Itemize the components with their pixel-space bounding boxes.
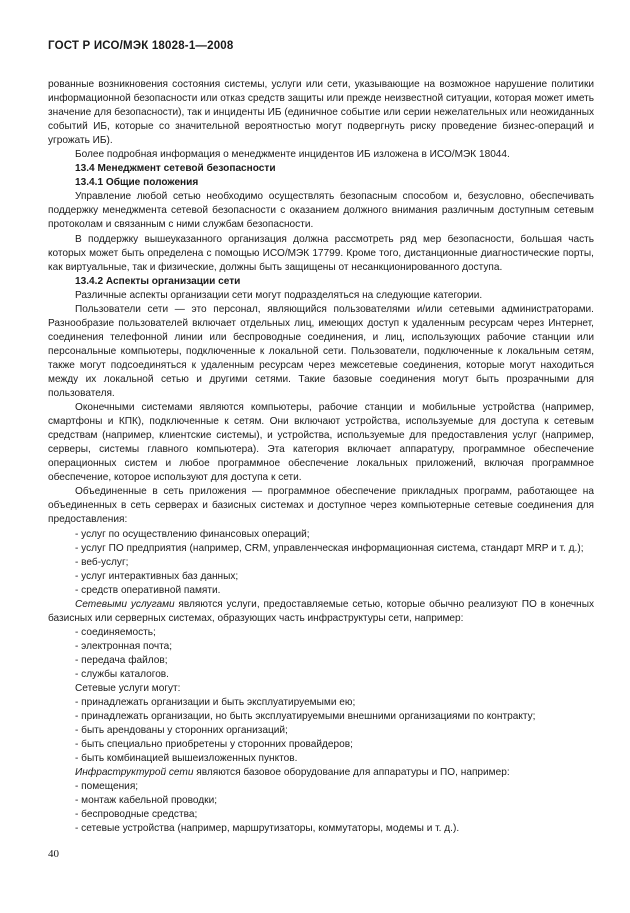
paragraph: Управление любой сетью необходимо осуществлять безопасным способом и, безусловно, обеспечивать поддержку менеджмента сетевой безопасности с оказанием должного внимания различным доступным сетевым протоколам и связанным с ними службам безопасности. [48, 191, 594, 231]
list-item: - средств оперативной памяти. [75, 584, 221, 596]
list-item: - принадлежать организации и быть эксплуатируемыми ею; [75, 697, 356, 709]
list-item: - услуг интерактивных баз данных; [75, 570, 239, 582]
paragraph: Более подробная информация о менеджменте инцидентов ИБ изложена в ИСО/МЭК 18044. [75, 149, 510, 161]
list-item: - услуг по осуществлению финансовых операций; [75, 528, 310, 540]
list-item: - монтаж кабельной проводки; [75, 795, 218, 807]
document-header: ГОСТ Р ИСО/МЭК 18028-1—2008 [48, 40, 234, 52]
emphasis-term: Сетевыми услугами [75, 598, 175, 610]
list-item: - веб-услуг; [75, 556, 129, 568]
section-heading: 13.4 Менеджмент сетевой безопасности [75, 163, 276, 175]
subsection-heading: 13.4.2 Аспекты организации сети [75, 275, 241, 287]
list-item: - быть специально приобретены у сторонних провайдеров; [75, 739, 353, 751]
paragraph-text: являются услуги, предоставляемые сетью, которые обычно реализуют ПО в конечных базисных или серверных системах, образующих часть инфраструктуры сети, например: [48, 598, 595, 624]
emphasis-term: Инфраструктурой сети [75, 767, 194, 779]
paragraph [48, 598, 594, 626]
list-item: - принадлежать организации, но быть эксплуатируемыми внешними организациями по контракту; [75, 711, 536, 723]
paragraph [48, 766, 594, 780]
list-item: - быть комбинацией вышеизложенных пунктов. [75, 753, 298, 765]
list-item: - помещения; [75, 781, 139, 793]
list-item: - услуг ПО предприятия (например, CRM, управленческая информационная система, стандарт MRP и т. д.); [75, 542, 584, 554]
list-item: - быть арендованы у сторонних организаций; [75, 725, 288, 737]
page-body [48, 78, 594, 837]
list-item: - службы каталогов. [75, 668, 169, 680]
paragraph: Объединенные в сеть приложения — программное обеспечение прикладных программ, работающее на объединенных в сеть серверах и базисных системах и доступное через компьютерные сетевые соединения для предоставления: [48, 486, 594, 526]
list-item: - соединяемость; [75, 626, 156, 638]
paragraph: Сетевые услуги могут: [75, 683, 181, 695]
paragraph: Различные аспекты организации сети могут подразделяться на следующие категории. [75, 289, 483, 301]
list-item: - передача файлов; [75, 654, 168, 666]
list-item: - сетевые устройства (например, маршрутизаторы, коммутаторы, модемы и т. д.). [75, 823, 460, 835]
list-item: - беспроводные средства; [75, 809, 198, 821]
paragraph: В поддержку вышеуказанного организация должна рассмотреть ряд мер безопасности, большая часть которых может быть определена с помощью ИСО/МЭК 17799. Кроме того, дистанционные диагностические порты, как виртуальные, так и физические, должны быть защищены от несанкционированного доступа. [48, 233, 594, 273]
list-item: - электронная почта; [75, 640, 173, 652]
paragraph-text: являются базовое оборудование для аппаратуры и ПО, например: [193, 767, 510, 779]
paragraph: Пользователи сети — это персонал, являющийся пользователями и/или сетевыми администраторами. Разнообразие пользователей включает отдельных лиц, имеющих доступ к удаленным ресурсам через Интернет, соединения телефонной линии или беспроводные соединения, и лиц, использующих рабочие станции или персональные компьютеры, подключенные к локальной сети. Пользователи, подключенные к локальным сетям, также могут подсоединяться к удаленным ресурсам через межсетевые соединения, которые могут находиться между их локальной сетью и другими сетями. Такие базовые соединения могут быть прозрачными для пользователя. [48, 303, 594, 400]
paragraph: рованные возникновения состояния системы, услуги или сети, указывающие на возможное нарушение политики информационной безопасности или отказ средств защиты или прежде неизвестной ситуации, которая может иметь значение для безопасности), так и инциденты ИБ (единичное событие или серии нежелательных или неожиданных событий ИБ, которые со значительной вероятностью могут подвергнуть риску проведение бизнес-операций и угрожать ИБ). [48, 79, 594, 147]
subsection-heading: 13.4.1 Общие положения [75, 177, 199, 189]
page-number: 40 [48, 848, 59, 860]
paragraph: Оконечными системами являются компьютеры, рабочие станции и мобильные устройства (например, смартфоны и КПК), подключенные к сетям. Они включают устройства, используемые для доступа к сетевым средствам (например, клиентские системы), и устройства, используемые для предоставления услуг (например, серверы, системы главного компьютера). Эта категория включает аппаратуру, программное обеспечение операционных систем и любое программное обеспечение локальных приложений, включая программное обеспечение, которое используют для доступа к сети. [48, 402, 594, 484]
